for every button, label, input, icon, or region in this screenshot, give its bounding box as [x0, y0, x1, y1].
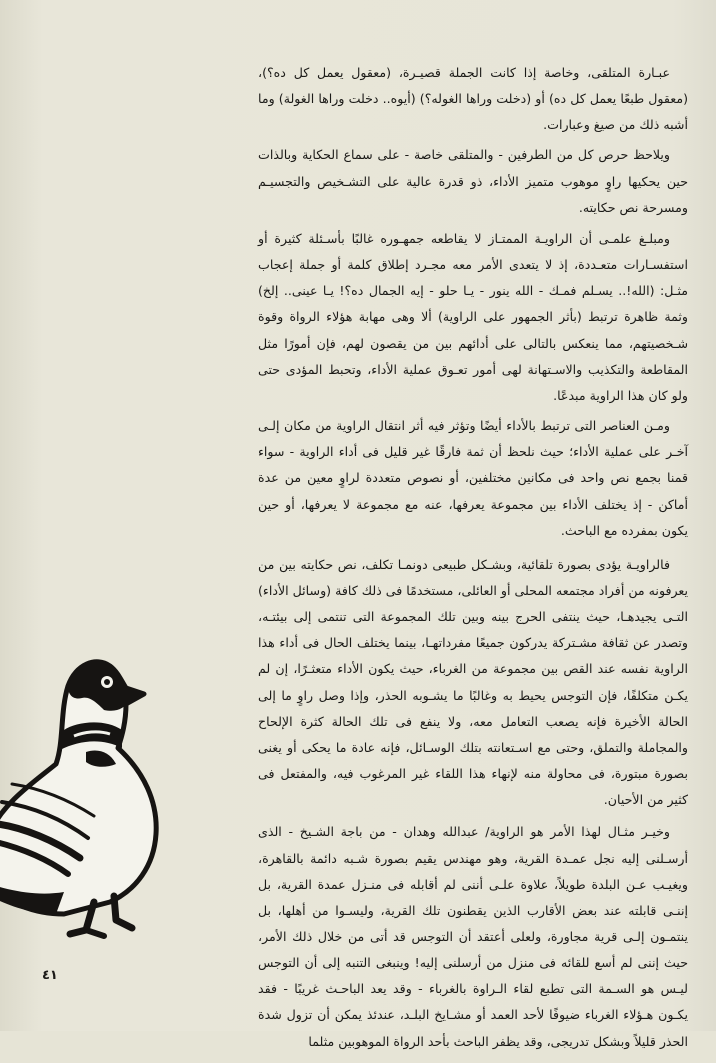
paragraph: فالراويـة يؤدى بصورة تلقائية، وبشـكل طبيعى دونمـا تكلف، نص حكايته بين من يعرفونه من أفراد مجتمعه المحلى أو العائلى، مستخدمًا فى ذلك كافة (وسائل الأداء) التـى يجيدهـا، حيث ينتفى الحرج بينه وبين تلك المجموعة التى تنتمى إلى بيئتـه، وتصدر عن ثقافة مشـتركة يدركون جميعًا مفرداتهـا، بينما يختلف الحال فى أداء هذا الراوية نفسه عند القص بين مجموعة من الغرباء، حيث يكون الأداء متعثـرًا، إن لم يكـن متكلفًا، فإن التوجس يحيط به وغالبًا ما يشـوبه الحذر، وإذا وصل راوٍ ما إلى الحالة الأخيرة فإنه يصعب التعامل معه، ولا ينفع فى تلك الحالة كثرة الإلحاح والمجاملة والتملق، وحتى مع اسـتعانته بتلك الوسـائل، فإنه عادة ما يحكى أو يغنى بصورة مبتورة، فى محاولة منه لإنهاء هذا اللقاء غير المرغوب فيه، والمفتعل فى كثير من الأحيان. — [258, 556, 688, 808]
paragraph: وخيـر مثـال لهذا الأمر هو الراوية/ عبدالله وهدان - من باجة الشـيخ - الذى أرسـلنى إليه نجل عمـدة القرية، وهو مهندس يقيم بصورة شـبه دائمة بالقاهرة، ويغيـب عـن البلدة طويلاً، علاوة علـى أننى لم أقابله فى منـزل عمدة القرية، بل إننـى قابلته عند بعض الأقارب الذين يقطنون تلك القرية، وليسـوا من أهلها، بل ينتمـون إلـى قرية مجاورة، ولعلى أعتقد أن التوجس قد أتى من خلال ذلك الأمر، حيث إننى لم أسع للقائه فى منزل من أرسلنى إليه! وينبغى التنبه إلى أن التوجس ليـس هو السـمة التى تطبع لقاء الـراوة بالغرباء - وقد يعد الباحـث غريبًا - فقد يكـون هـؤلاء الغرباء ضيوفًا لأحد العمد أو مشـايخ البلـد، عندئذ يمكن أن تزول شدة الحذر قليلاً وبشكل تدريجى، وقد يظفر الباحث بأحد الرواة الموهوبين مثلما — [258, 824, 688, 1049]
paragraph: ومبلـغ علمـى أن الراويـة الممتـاز لا يقاطعه جمهـوره غالبًا بأسـئلة كثيرة أو استفسـارات متعـددة، إذ لا يتعدى الأمر معه مجـرد إطلاق كلمة أو جملة إعجاب مثـل: (الله!.. يسـلم فمـك - الله ينور - يـا حلو - إيه الجمال ده؟! يـا عينى.. إلخ) وثمة ظاهرة ترتبط (بأثر الجمهور على الراوية) ألا وهى مهابة هؤلاء الرواة وقوة شـخصيتهم، مما ينعكس بالتالى على أدائهم بين من يقصون لهم، فإن أمورًا مثل المقاطعة والتكذيب والاسـتهانة لهى أمور تعـوق عملية الأداء، وتحبط المؤدى حتى ولو كان هذا الراوية مبدعًا. — [258, 230, 688, 403]
paragraph: ومـن العناصر التى ترتبط بالأداء أيضًا وتؤثر فيه أثر انتقال الراوية من مكان إلـى آخـر على عملية الأداء؛ حيث نلحظ أن ثمة فارقًا غير قليل فى أداء الراوية - سواء قمنا بجمع نص واحد فى مكانين مختلفين، أو نصوص متعددة لراوٍ معين من عدة أماكن - إذ يختلف الأداء بين مجموعة يعرفها، عنه مع مجموعة لا يعرفها، أو حين يكون بمفرده مع الباحث. — [258, 418, 688, 538]
paragraph: ويلاحظ حرص كل من الطرفين - والمتلقى خاصة - على سماع الحكاية وبالذات حين يحكيها راوٍ موهوب متميز الأداء، ذو قدرة عالية على التشـخيص والتجسيـم ومسرحة نص حكايته. — [258, 147, 688, 215]
pigeon-icon — [0, 652, 174, 942]
body-text — [258, 60, 688, 1063]
paragraph: عبـارة المتلقى، وخاصة إذا كانت الجملة قصيـرة، (معقول يعمل كل ده؟)، (معقول طبعًا يعمل كل ده) أو (دخلت وراها الغوله؟) (أيوه.. دخلت وراها الغولة) وما أشبه ذلك من صيغ وعبارات. — [258, 65, 688, 133]
page-number: ٤١ — [42, 968, 58, 983]
